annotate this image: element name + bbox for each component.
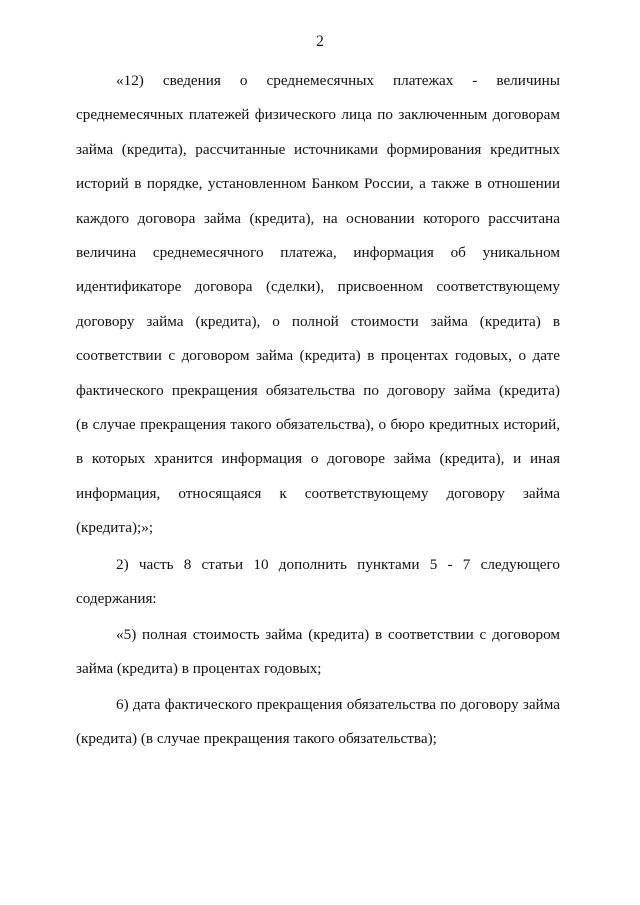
text-line: «12) сведения о среднемесячных платежах - величины (116, 72, 560, 89)
paragraph-item-6 (76, 688, 560, 757)
text-line: информация, относящаяся к соответствующему договору займа (76, 484, 560, 502)
text-line: в которых хранится информация о договоре займа (кредита), и иная (76, 450, 560, 468)
text-line: каждого договора займа (кредита), на основании которого рассчитана (76, 209, 560, 227)
text-line: среднемесячных платежей физического лица по заключенным договорам (76, 106, 560, 124)
text-line: фактического прекращения обязательства по договору займа (кредита) (76, 381, 560, 399)
text-line: историй в порядке, установленном Банком России, а также в отношении (76, 175, 560, 193)
text-line: договору займа (кредита), о полной стоимости займа (кредита) в (76, 312, 560, 330)
paragraph-item-2 (76, 548, 560, 617)
text-line: соответствии с договором займа (кредита) в процентах годовых, о дате (76, 347, 560, 365)
text-line: (кредита);»; (76, 519, 154, 537)
text-line: идентификаторе договора (сделки), присвоенном соответствующему (76, 278, 560, 296)
text-line: займа (кредита), рассчитанные источниками формирования кредитных (76, 140, 560, 158)
text-line: величина среднемесячного платежа, информация об уникальном (76, 243, 560, 261)
text-line: «5) полная стоимость займа (кредита) в соответствии с договором (116, 626, 560, 643)
text-line: займа (кредита) в процентах годовых; (76, 660, 322, 678)
page-number: 2 (316, 33, 324, 50)
text-line: (в случае прекращения такого обязательства), о бюро кредитных историй, (76, 415, 560, 433)
text-line: 2) часть 8 статьи 10 дополнить пунктами 5 - 7 следующего (116, 556, 560, 573)
text-line: (кредита) (в случае прекращения такого обязательства); (76, 730, 437, 748)
paragraph-item-12 (76, 64, 560, 545)
text-line: содержания: (76, 590, 157, 608)
paragraph-item-5 (76, 618, 560, 687)
text-line: 6) дата фактического прекращения обязательства по договору займа (116, 696, 560, 713)
